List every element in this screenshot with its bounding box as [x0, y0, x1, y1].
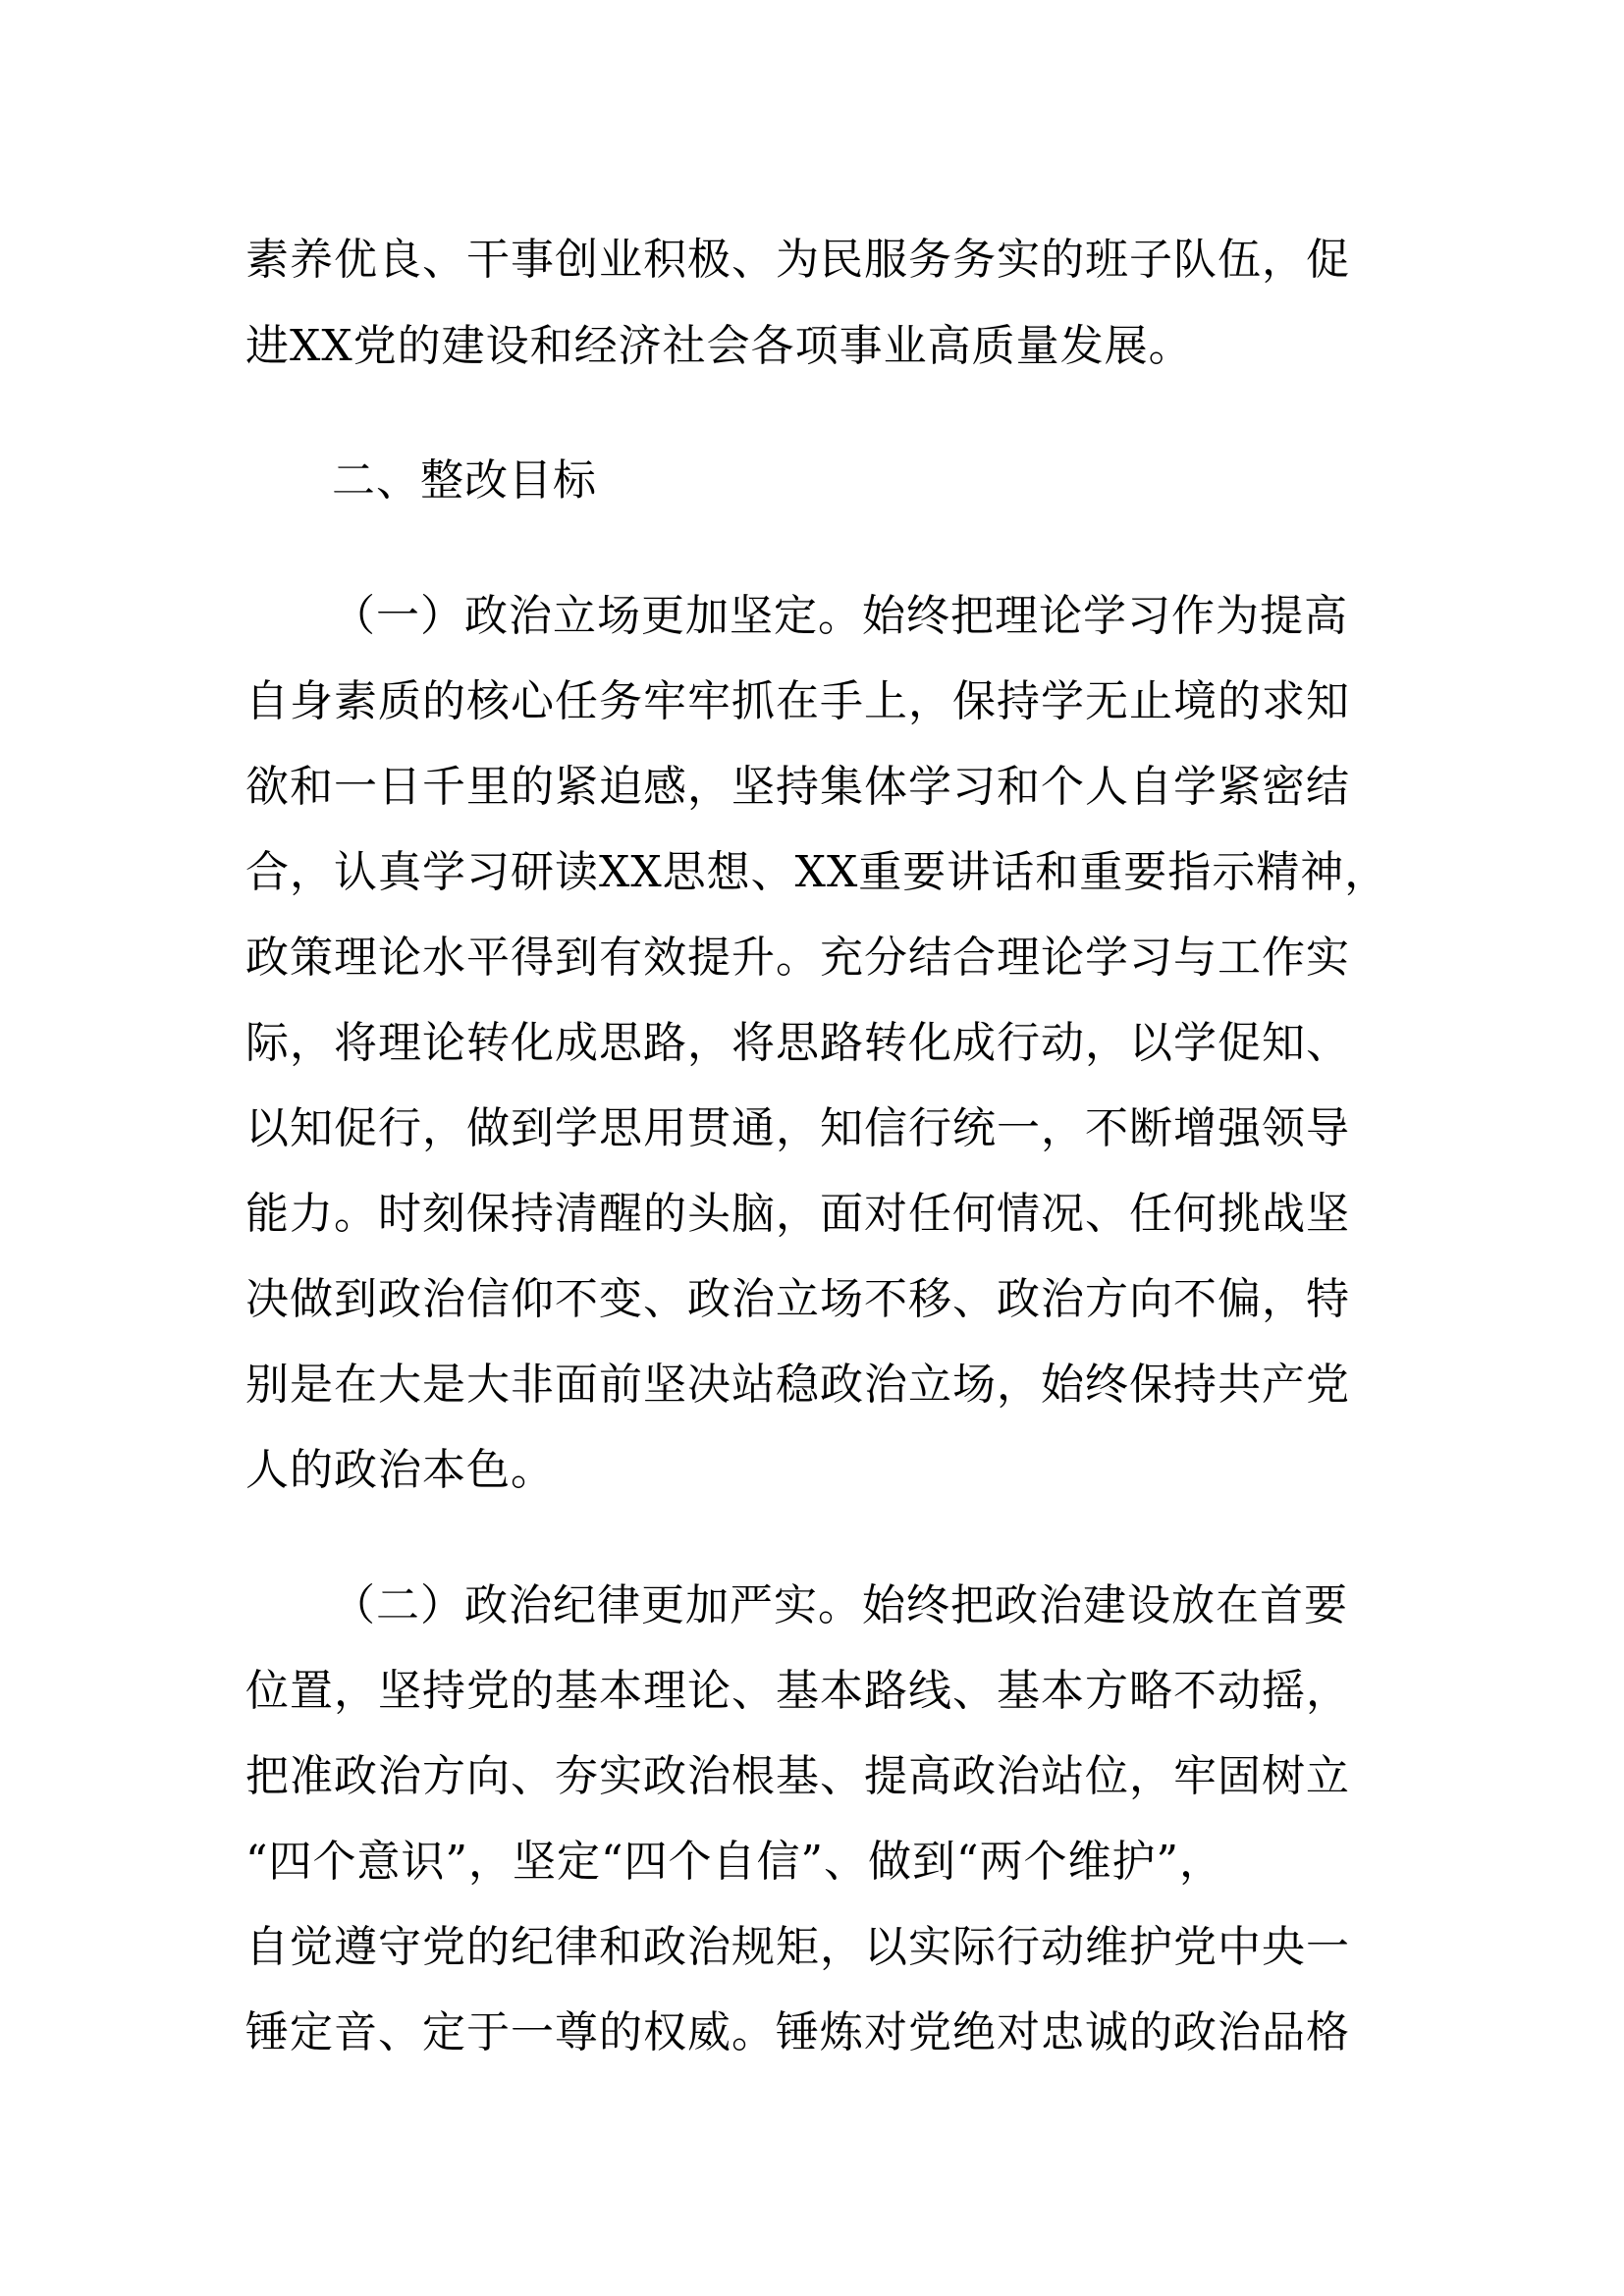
paragraph-line: 能力。时刻保持清醒的头脑，面对任何情况、任何挑战坚: [245, 1189, 1350, 1239]
paragraph-line: 位置，坚持党的基本理论、基本路线、基本方略不动摇，: [245, 1666, 1350, 1716]
paragraph-line: 政策理论水平得到有效提升。充分结合理论学习与工作实: [245, 933, 1350, 983]
paragraph-line: 人的政治本色。: [245, 1445, 555, 1495]
paragraph-line: 欲和一日千里的紧迫感，坚持集体学习和个人自学紧密结: [245, 762, 1350, 812]
intro-line: 素养优良、干事创业积极、为民服务务实的班子队伍，促: [245, 235, 1350, 285]
paragraph-line: 锤定音、定于一尊的权威。锤炼对党绝对忠诚的政治品格: [245, 2007, 1350, 2057]
paragraph-line: 以知促行，做到学思用贯通，知信行统一，不断增强领导: [245, 1103, 1350, 1153]
intro-line: 进XX党的建设和经济社会各项事业高质量发展。: [245, 321, 1193, 371]
paragraph-line: 合，认真学习研读XX思想、XX重要讲话和重要指示精神，: [245, 847, 1389, 897]
paragraph-line: （一）政治立场更加坚定。始终把理论学习作为提高: [332, 591, 1348, 641]
paragraph-line: 自身素质的核心任务牢牢抓在手上，保持学无止境的求知: [245, 676, 1350, 726]
paragraph-line: 把准政治方向、夯实政治根基、提高政治站位，牢固树立: [245, 1751, 1350, 1801]
paragraph-line: 别是在大是大非面前坚决站稳政治立场，始终保持共产党: [245, 1360, 1350, 1410]
paragraph-line: 决做到政治信仰不变、政治立场不移、政治方向不偏，特: [245, 1274, 1350, 1324]
section-heading: 二、整改目标: [332, 455, 597, 506]
paragraph-line: （二）政治纪律更加严实。始终把政治建设放在首要: [332, 1580, 1348, 1630]
paragraph-line: 际，将理论转化成思路，将思路转化成行动，以学促知、: [245, 1018, 1350, 1068]
paragraph-line: 自觉遵守党的纪律和政治规矩，以实际行动维护党中央一: [245, 1922, 1350, 1972]
paragraph-line: “四个意识”，坚定“四个自信”、做到“两个维护”，: [245, 1837, 1223, 1887]
